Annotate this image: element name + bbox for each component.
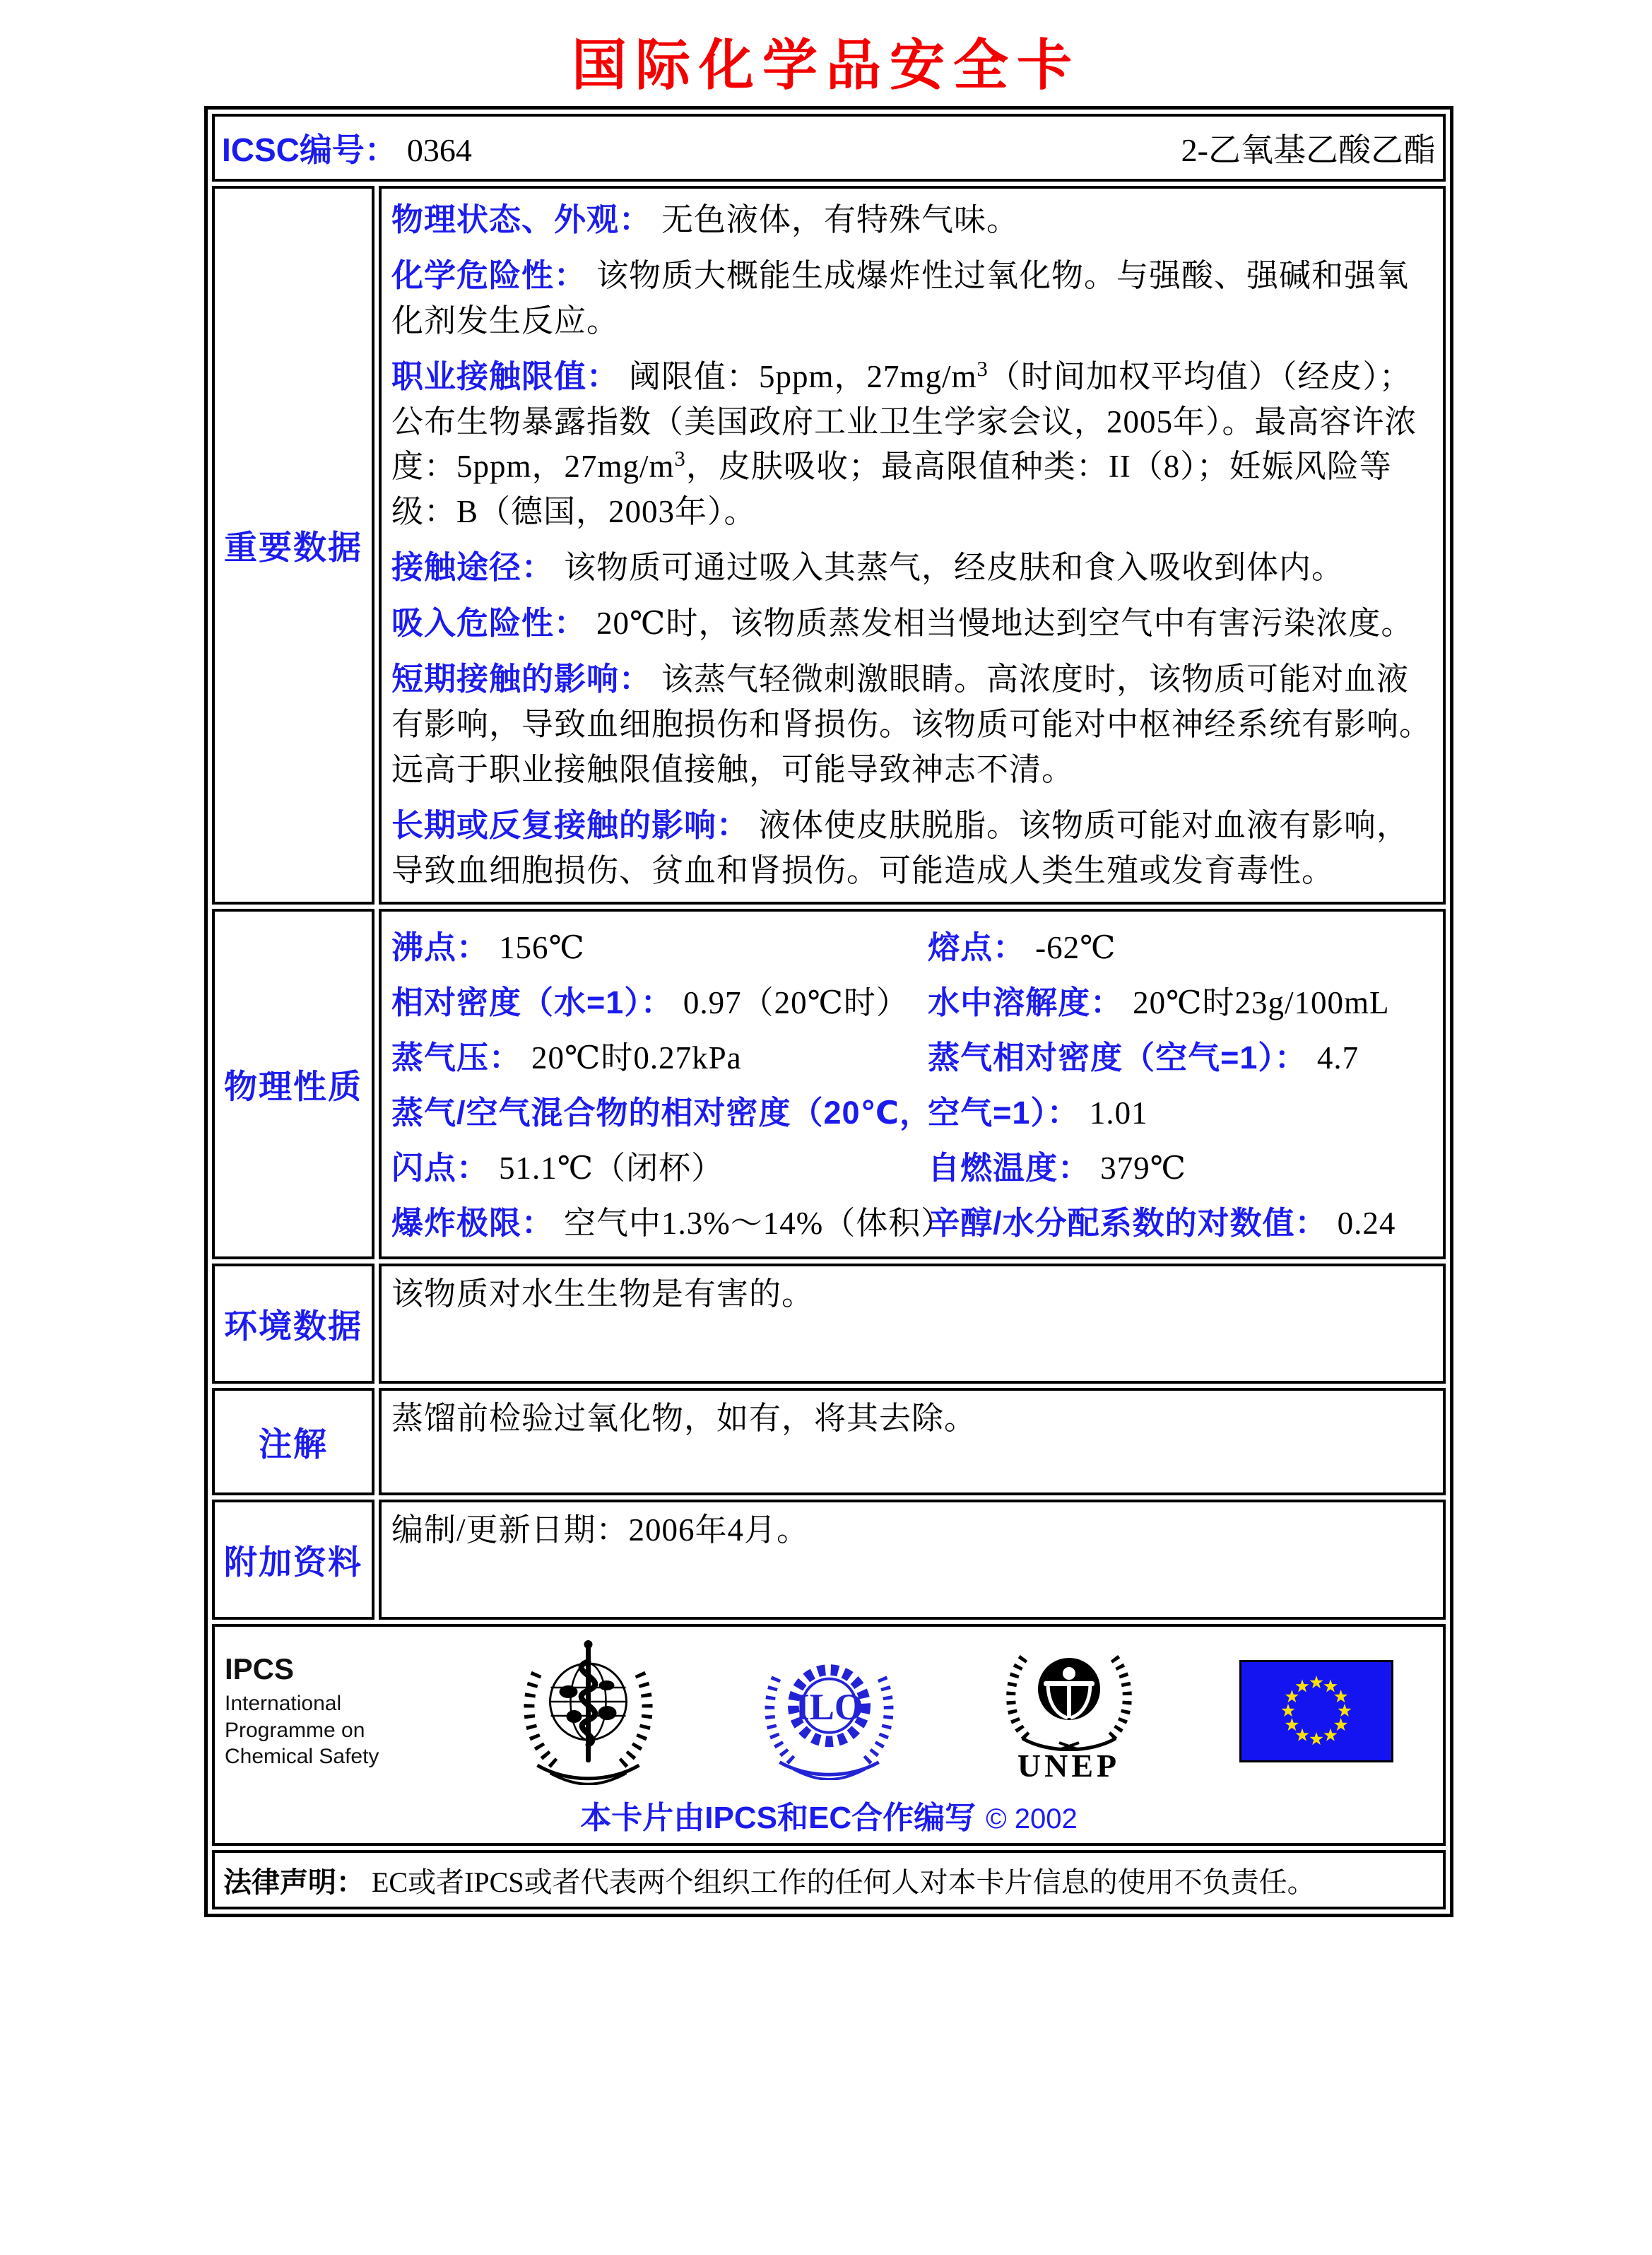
property-right [928, 920, 1433, 975]
property-right [928, 975, 1433, 1030]
icsc-number-label: ICSC编号： [222, 131, 397, 168]
physical-property-row [391, 1141, 1433, 1196]
additional-info-text: 编制/更新日期：2006年4月。 [391, 1512, 810, 1548]
unep-logo [998, 1638, 1140, 1751]
notes-text: 蒸馏前检验过氧化物，如有，将其去除。 [391, 1401, 977, 1437]
important-data-item [391, 803, 1433, 894]
item-text: 无色液体，有特殊气味。 [661, 202, 1020, 237]
property-left [391, 920, 928, 975]
logo-strip [215, 1631, 1443, 1785]
property-value: 空气中1.3%～14%（体积） [564, 1206, 954, 1242]
copyright-text: © 2002 [986, 1803, 1078, 1835]
environmental-data-text: 该物质对水生生物是有害的。 [391, 1276, 815, 1312]
ipcs-acronym: IPCS [225, 1652, 295, 1686]
item-text: 该蒸气轻微刺激眼睛。高浓度时，该物质可能对血液有影响，导致血细胞损伤和肾损伤。该物质可能对中枢神经系统有影响。远高于职业接触限值接触，可能导致神志不清。 [391, 661, 1432, 787]
property-right [928, 1085, 1433, 1141]
logos-cell [212, 1624, 1446, 1846]
notes-content [379, 1388, 1446, 1495]
property-right [928, 1141, 1433, 1196]
credit-text: 本卡片由IPCS和EC合作编写 [580, 1801, 977, 1836]
safety-card-table [204, 106, 1453, 1917]
property-value: 20℃时0.27kPa [531, 1040, 742, 1076]
item-label: 化学危险性： [391, 257, 587, 293]
ipcs-text-block [225, 1652, 415, 1770]
property-value: 0.97（20℃时） [683, 985, 909, 1021]
property-left [391, 1141, 928, 1196]
logos-row [212, 1624, 1446, 1846]
property-label: 相对密度（水=1）： [391, 984, 673, 1021]
important-data-item [391, 253, 1433, 344]
item-label: 职业接触限值： [391, 358, 620, 394]
who-logo [516, 1637, 661, 1785]
item-text: 该物质可通过吸入其蒸气，经皮肤和食入吸收到体内。 [564, 550, 1345, 586]
physical-properties-row [212, 909, 1446, 1259]
legal-text: EC或者IPCS或者代表两个组织工作的任何人对本卡片信息的使用不负责任。 [372, 1866, 1316, 1898]
important-data-item [391, 354, 1433, 536]
physical-property-row [391, 920, 1433, 975]
important-data-content [379, 186, 1446, 905]
item-label: 物理状态、外观： [391, 201, 652, 237]
property-label: 爆炸极限： [391, 1205, 555, 1242]
property-right [928, 1196, 1433, 1251]
physical-properties-content [379, 909, 1446, 1259]
item-label: 长期或反复接触的影响： [391, 806, 750, 843]
unep-logo-block [998, 1638, 1140, 1784]
legal-label: 法律声明： [223, 1866, 365, 1898]
important-data-item [391, 197, 1433, 243]
item-text: 阈限值：5ppm，$27mg/m^3$（时间加权平均值）（经皮）；公布生物暴露指数（美国政府工业卫生学家会议，2005年）。最高容许浓度：5ppm，$27mg/m^3$，皮肤吸收；最高限值种类：II（8）；妊娠风险等级：B（德国，2003年）。 [391, 356, 1417, 530]
property-label: 熔点： [928, 929, 1026, 966]
property-left [391, 975, 928, 1030]
icsc-number-value: 0364 [406, 132, 472, 168]
chemical-name: 2-乙氧基乙酸乙酯 [1181, 132, 1436, 168]
property-value: 379℃ [1100, 1150, 1186, 1187]
property-right [928, 1030, 1433, 1085]
header-cell [212, 114, 1446, 182]
row-label-notes: 注解 [212, 1388, 374, 1495]
unep-caption: UNEP [1017, 1747, 1121, 1784]
property-label: 沸点： [391, 929, 490, 966]
environmental-data-content [379, 1264, 1446, 1384]
important-data-row [212, 186, 1446, 905]
property-value: 20℃时23g/100mL [1133, 985, 1390, 1021]
row-label-important-data: 重要数据 [212, 186, 374, 905]
property-value: 156℃ [499, 930, 585, 966]
property-label: 蒸气相对密度（空气=1）： [928, 1040, 1307, 1076]
property-left [391, 1196, 954, 1251]
property-label: 蒸气/空气混合物的相对密度（20℃， [391, 1095, 933, 1131]
legal-cell [212, 1850, 1446, 1909]
ipcs-line-3: Chemical Safety [225, 1745, 379, 1769]
physical-property-row [391, 1085, 1433, 1141]
credit-line [215, 1785, 1443, 1837]
page-title: 国际化学品安全卡 [571, 35, 1080, 96]
property-label: 闪点： [391, 1150, 490, 1187]
item-label: 短期接触的影响： [391, 661, 652, 697]
physical-property-row [391, 975, 1433, 1030]
important-data-item [391, 545, 1433, 591]
item-label: 吸入危险性： [391, 605, 587, 642]
property-value: 1.01 [1089, 1095, 1148, 1131]
additional-info-content [379, 1500, 1446, 1620]
ilo-logo [760, 1642, 898, 1780]
physical-property-row [391, 1196, 1433, 1251]
row-label-additional-info: 附加资料 [212, 1500, 374, 1620]
item-label: 接触途径： [391, 549, 555, 586]
header-row [212, 114, 1446, 182]
environmental-data-row [212, 1264, 1446, 1384]
property-value: 4.7 [1316, 1040, 1359, 1076]
notes-row [212, 1388, 1446, 1495]
eu-flag [1239, 1660, 1393, 1762]
property-value: 0.24 [1337, 1206, 1396, 1242]
property-left [391, 1030, 928, 1085]
legal-row [212, 1850, 1446, 1909]
property-label: 空气=1）： [928, 1095, 1080, 1131]
property-value: 51.1℃（闭杯） [499, 1150, 724, 1187]
property-label: 自燃温度： [928, 1150, 1091, 1187]
row-label-physical-properties: 物理性质 [212, 909, 374, 1259]
property-label: 水中溶解度： [928, 984, 1123, 1021]
item-text: 该物质大概能生成爆炸性过氧化物。与强酸、强碱和强氧化剂发生反应。 [391, 257, 1410, 338]
property-value: -62℃ [1035, 930, 1116, 966]
icsc-number-group [222, 124, 472, 171]
ipcs-line-2: Programme on [225, 1718, 365, 1742]
additional-info-row [212, 1500, 1446, 1620]
row-label-environmental-data: 环境数据 [212, 1264, 374, 1384]
important-data-item [391, 657, 1433, 793]
ilo-letters: ILO [795, 1687, 863, 1729]
important-data-item [391, 601, 1433, 647]
property-left [391, 1085, 933, 1141]
property-label: 辛醇/水分配系数的对数值： [928, 1205, 1328, 1242]
physical-property-row [391, 1030, 1433, 1085]
item-text: 液体使皮肤脱脂。该物质可能对血液有影响，导致血细胞损伤、贫血和肾损伤。可能造成人类生殖或发育毒性。 [391, 807, 1410, 888]
ipcs-line-1: International [225, 1692, 342, 1716]
item-text: 20℃时，该物质蒸发相当慢地达到空气中有害污染浓度。 [596, 606, 1414, 642]
property-label: 蒸气压： [391, 1040, 522, 1076]
